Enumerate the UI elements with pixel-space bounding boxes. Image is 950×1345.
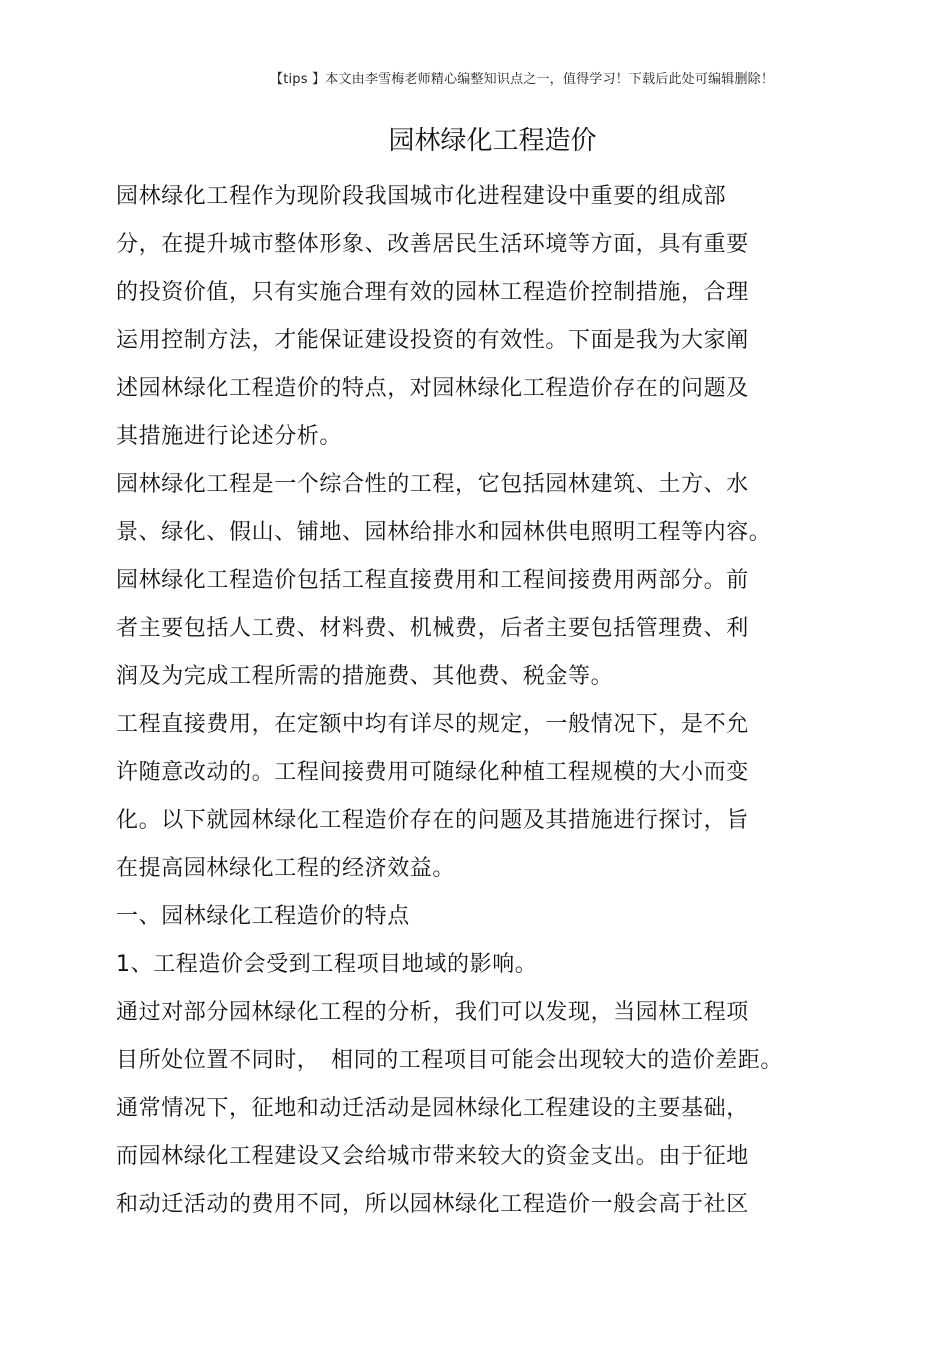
document-title	[0, 123, 950, 159]
subsection-heading: 1、工程造价会受到工程项目地域的影响。	[116, 952, 538, 977]
body-line: 通过对部分园林绿化工程的分析，我们可以发现，当园林工程项	[116, 1000, 749, 1025]
body-line: 工程直接费用，在定额中均有详尽的规定，一般情况下，是不允	[116, 712, 749, 737]
body-line: 而园林绿化工程建设又会给城市带来较大的资金支出。由于征地	[116, 1144, 749, 1169]
document-body	[116, 177, 816, 1233]
body-line: 园林绿化工程作为现阶段我国城市化进程建设中重要的组成部	[116, 184, 727, 209]
body-line: 许随意改动的。工程间接费用可随绿化种植工程规模的大小而变	[116, 760, 749, 785]
body-line: 其措施进行论述分析。	[116, 424, 343, 449]
body-line: 景、绿化、假山、铺地、园林给排水和园林供电照明工程等内容。	[116, 520, 772, 545]
body-line: 和动迁活动的费用不同，所以园林绿化工程造价一般会高于社区	[116, 1192, 749, 1217]
body-line: 分，在提升城市整体形象、改善居民生活环境等方面，具有重要	[116, 232, 749, 257]
body-line: 运用控制方法，才能保证建设投资的有效性。下面是我为大家阐	[116, 328, 749, 353]
tips-header: 【tips 】本文由李雪梅老师精心编整知识点之一，值得学习！下载后此处可编辑删除！	[270, 72, 775, 87]
body-line: 化。以下就园林绿化工程造价存在的问题及其措施进行探讨，旨	[116, 808, 749, 833]
body-line: 润及为完成工程所需的措施费、其他费、税金等。	[116, 664, 614, 689]
body-line: 通常情况下，征地和动迁活动是园林绿化工程建设的主要基础，	[116, 1096, 749, 1121]
section-heading: 一、园林绿化工程造价的特点	[116, 904, 410, 929]
body-line: 的投资价值，只有实施合理有效的园林工程造价控制措施，合理	[116, 280, 749, 305]
body-line: 目所处位置不同时， 相同的工程项目可能会出现较大的造价差距。	[116, 1048, 784, 1073]
body-line: 者主要包括人工费、材料费、机械费，后者主要包括管理费、利	[116, 616, 749, 641]
document-title-text: 园林绿化工程造价	[388, 126, 597, 156]
body-line: 园林绿化工程造价包括工程直接费用和工程间接费用两部分。前	[116, 568, 749, 593]
body-line: 在提高园林绿化工程的经济效益。	[116, 856, 456, 881]
body-line: 述园林绿化工程造价的特点，对园林绿化工程造价存在的问题及	[116, 376, 749, 401]
body-line: 园林绿化工程是一个综合性的工程，它包括园林建筑、土方、水	[116, 472, 749, 497]
